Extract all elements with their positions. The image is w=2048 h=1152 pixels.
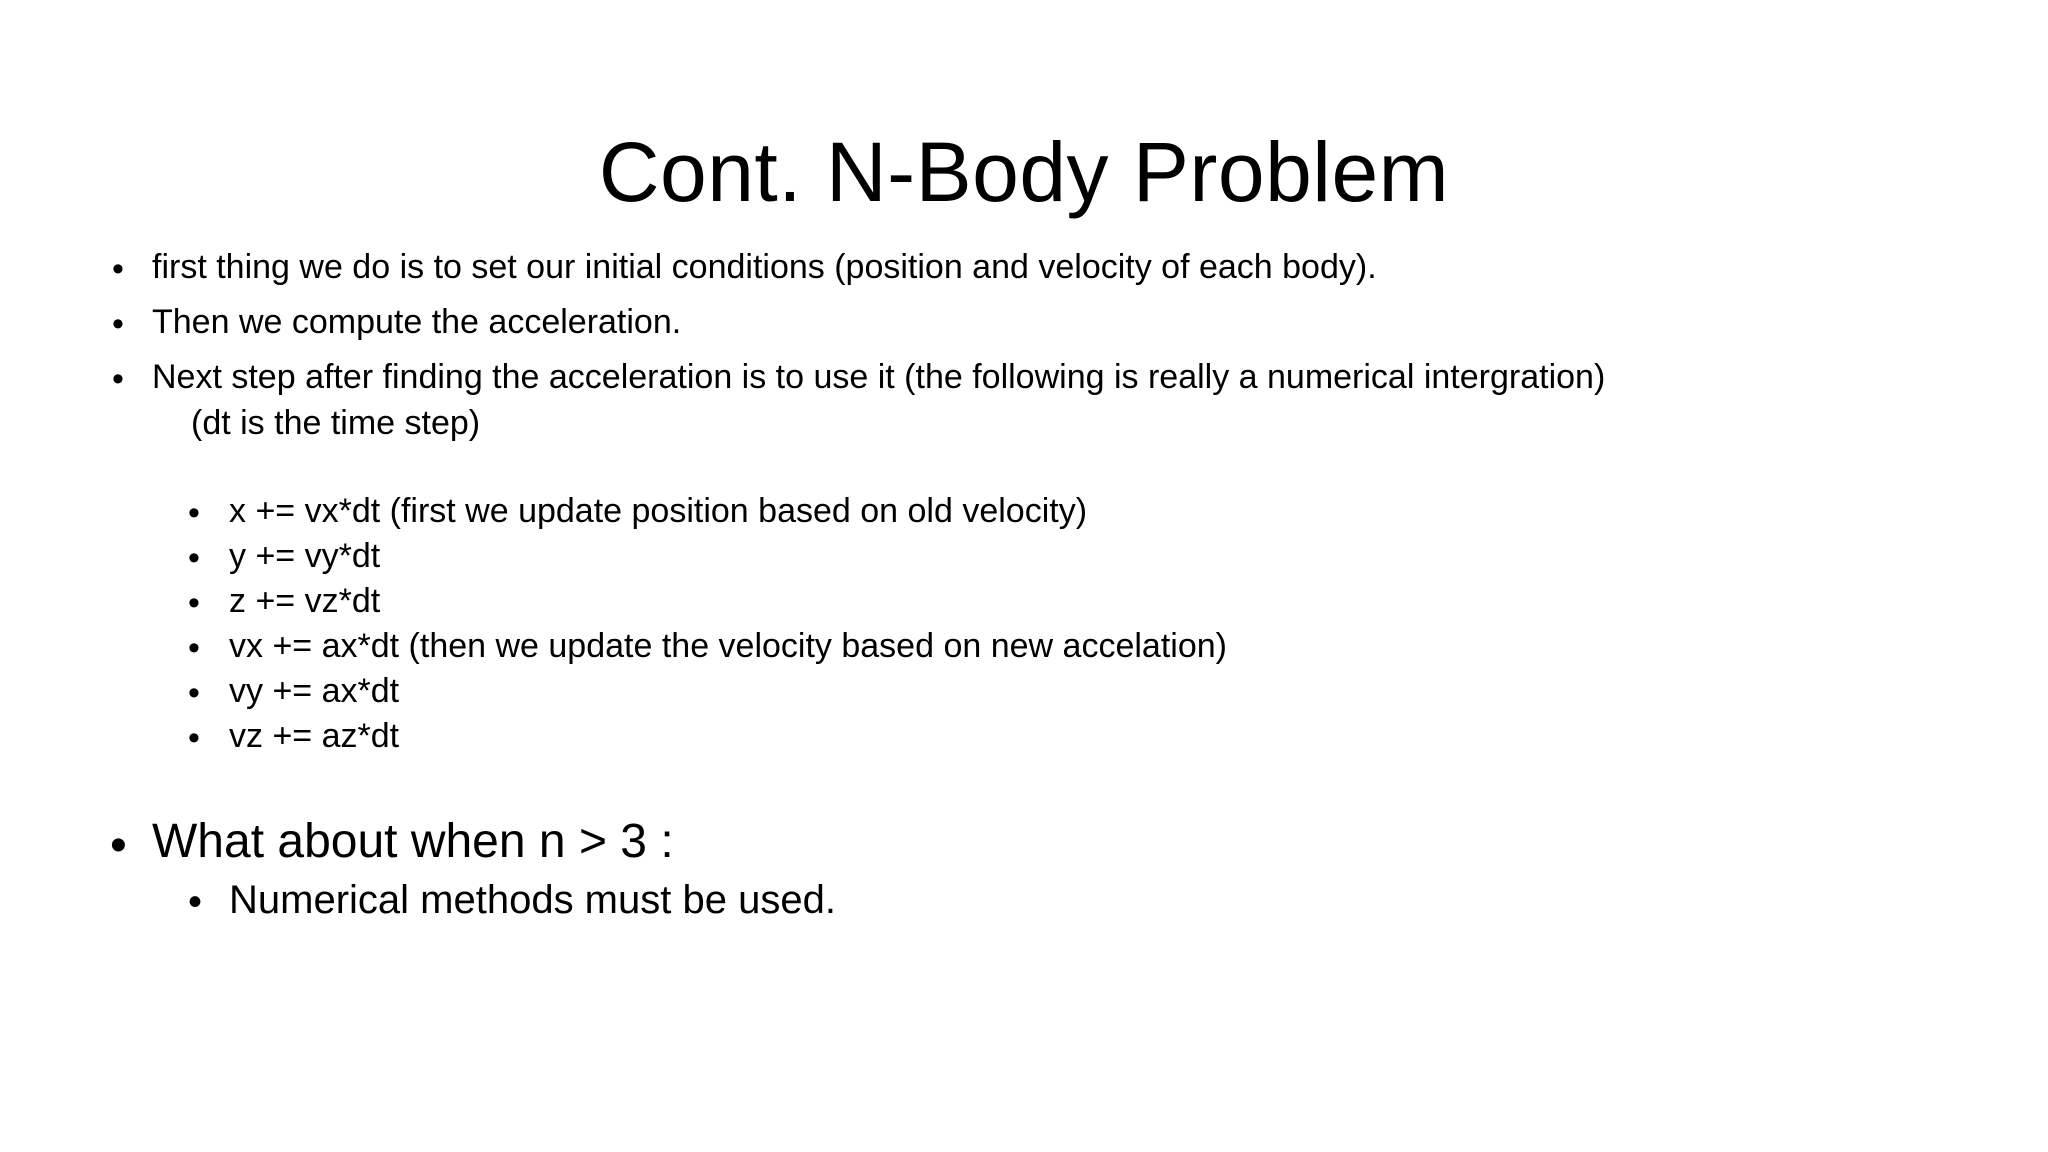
bullet-compute-acceleration: Then we compute the acceleration. (152, 303, 682, 341)
update-vx: vx += ax*dt (then we update the velocity based on new accelation) (229, 627, 1227, 665)
bullet-icon: • (112, 250, 124, 288)
bullet-icon: • (188, 719, 200, 757)
update-y: y += vy*dt (229, 537, 381, 575)
update-vy: vy += ax*dt (229, 672, 400, 710)
bullet-continuation: (dt is the time step) (191, 404, 481, 442)
bullet-icon: • (188, 880, 203, 924)
bullet-answer: Numerical methods must be used. (229, 878, 836, 922)
bullet-question: What about when n > 3 : (152, 815, 674, 868)
slide-title: Cont. N-Body Problem (598, 125, 1450, 219)
bullet-icon: • (110, 819, 127, 872)
bullet-icon: • (188, 539, 200, 577)
bullet-icon: • (188, 674, 200, 712)
bullet-icon: • (188, 494, 200, 532)
bullet-initial-conditions: first thing we do is to set our initial conditions (position and velocity of each body). (152, 248, 1377, 286)
bullet-next-step: Next step after finding the acceleration is to use it (the following is really a numerical intergration) (152, 358, 1606, 396)
bullet-icon: • (112, 360, 124, 398)
bullet-icon: • (188, 629, 200, 667)
update-x: x += vx*dt (first we update position based on old velocity) (229, 492, 1088, 530)
update-vz: vz += az*dt (229, 717, 400, 755)
bullet-icon: • (188, 584, 200, 622)
bullet-icon: • (112, 305, 124, 343)
update-z: z += vz*dt (229, 582, 381, 620)
